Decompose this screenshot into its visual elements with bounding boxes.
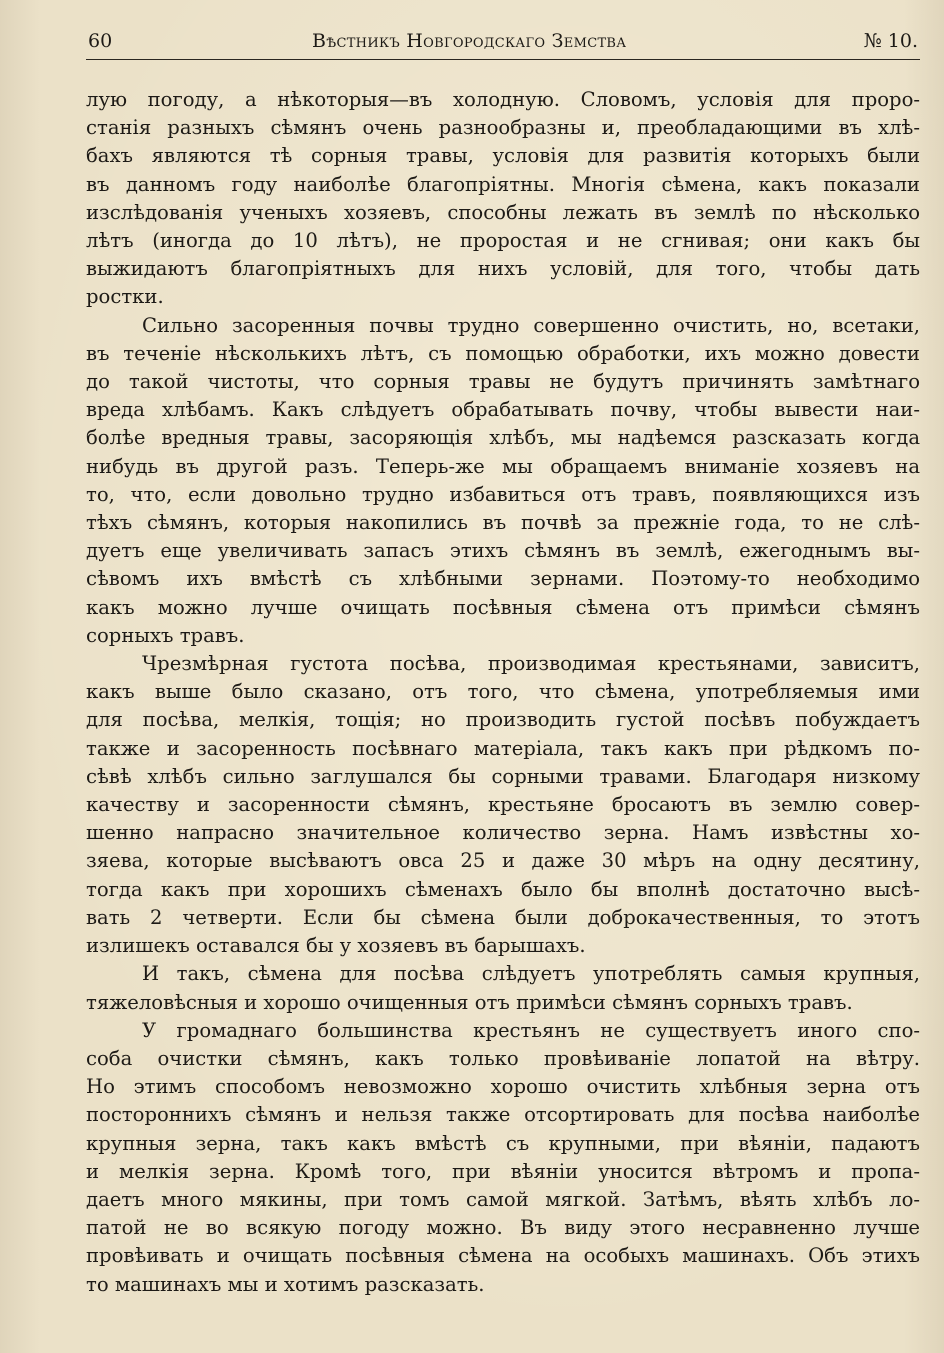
- text-line: даетъ много мякины, при томъ самой мягкой. Затѣмъ, вѣять хлѣбъ ло-: [86, 1187, 920, 1211]
- text-line: соба очистки сѣмянъ, какъ только провѣиваніе лопатой на вѣтру.: [86, 1046, 920, 1070]
- paragraph: [86, 650, 920, 960]
- text-line: и мелкія зерна. Кромѣ того, при вѣяніи уносится вѣтромъ и пропа-: [86, 1159, 920, 1183]
- paragraph: [86, 960, 920, 1016]
- journal-title: Вѣстникъ Новгородскаго Земства: [312, 30, 627, 52]
- text-line: вреда хлѣбамъ. Какъ слѣдуетъ обрабатывать почву, чтобы вывести наи-: [86, 398, 920, 422]
- running-header: [88, 26, 918, 56]
- text-line: зяева, которые высѣваютъ овса 25 и даже 30 мѣръ на одну десятину,: [86, 849, 920, 873]
- text-line: И такъ, сѣмена для посѣва слѣдуетъ употреблять самыя крупныя,: [142, 962, 920, 986]
- text-line: какъ можно лучше очищать посѣвныя сѣмена отъ примѣси сѣмянъ: [86, 595, 920, 619]
- text-line: шенно напрасно значительное количество зерна. Намъ извѣстны хо-: [86, 821, 920, 845]
- text-line: изслѣдованія ученыхъ хозяевъ, способны лежать въ землѣ по нѣсколько: [86, 200, 920, 224]
- text-line: для посѣва, мелкія, тощія; но производить густой посѣвъ побуждаетъ: [86, 708, 920, 732]
- text-line: выжидаютъ благопріятныхъ для нихъ условій, для того, чтобы дать: [86, 257, 920, 281]
- text-line: въ данномъ году наиболѣе благопріятны. Многія сѣмена, какъ показали: [86, 172, 920, 196]
- text-line: качеству и засоренности сѣмянъ, крестьяне бросаютъ въ землю совер-: [86, 793, 920, 817]
- header-rule: [86, 59, 920, 60]
- text-line: лую погоду, а нѣкоторыя—въ холодную. Словомъ, условія для проро-: [86, 88, 920, 111]
- text-line: тогда какъ при хорошихъ сѣменахъ было бы вполнѣ достаточно высѣ-: [86, 877, 920, 901]
- text-line: болѣе вредныя травы, засоряющія хлѣбъ, мы надѣемся разсказать когда: [86, 426, 920, 450]
- text-line: какъ выше было сказано, отъ того, что сѣмена, употребляемыя ими: [86, 680, 920, 704]
- text-line: до такой чистоты, что сорныя травы не будутъ причинять замѣтнаго: [86, 370, 920, 394]
- text-line: также и засоренность посѣвнаго матеріала, такъ какъ при рѣдкомъ по-: [86, 736, 920, 760]
- text-line: нибудь въ другой разъ. Теперь-же мы обращаемъ вниманіе хозяевъ на: [86, 454, 920, 478]
- text-line: постороннихъ сѣмянъ и нельзя также отсортировать для посѣва наиболѣе: [86, 1103, 920, 1127]
- text-line: сорныхъ травъ.: [86, 623, 245, 647]
- text-line: Сильно засоренныя почвы трудно совершенно очистить, но, всетаки,: [142, 313, 920, 337]
- text-line: излишекъ оставался бы у хозяевъ въ барышахъ.: [86, 934, 586, 958]
- text-line: то, что, если довольно трудно избавиться отъ травъ, появляющихся изъ: [86, 482, 920, 506]
- text-line: тѣхъ сѣмянъ, которыя накопились въ почвѣ за прежніе года, то не слѣ-: [86, 511, 920, 535]
- page-number: 60: [88, 30, 113, 52]
- paragraph: [86, 86, 920, 312]
- text-line: тяжеловѣсныя и хорошо очищенныя отъ примѣси сѣмянъ сорныхъ травъ.: [86, 990, 853, 1014]
- issue-number: № 10.: [863, 30, 918, 52]
- text-line: бахъ являются тѣ сорныя травы, условія для развитія которыхъ были: [86, 144, 920, 168]
- text-line: У громаднаго большинства крестьянъ не существуетъ иного спо-: [142, 1018, 920, 1042]
- text-line: въ теченіе нѣсколькихъ лѣтъ, съ помощью обработки, ихъ можно довести: [86, 341, 920, 365]
- text-line: сѣвомъ ихъ вмѣстѣ съ хлѣбными зернами. Поэтому-то необходимо: [86, 567, 920, 591]
- text-line: вать 2 четверти. Если бы сѣмена были доброкачественныя, то этотъ: [86, 905, 920, 929]
- text-line: лѣтъ (иногда до 10 лѣтъ), не проростая и не сгнивая; они какъ бы: [86, 229, 920, 253]
- text-line: провѣивать и очищать посѣвныя сѣмена на особыхъ машинахъ. Объ этихъ: [86, 1244, 920, 1268]
- text-line: то машинахъ мы и хотимъ разсказать.: [86, 1272, 485, 1296]
- text-line: дуетъ еще увеличивать запасъ этихъ сѣмянъ въ землѣ, ежегоднымъ вы-: [86, 539, 920, 563]
- text-line: станія разныхъ сѣмянъ очень разнообразны и, преобладающими въ хлѣ-: [86, 116, 920, 140]
- paragraph: [86, 312, 920, 650]
- text-line: ростки.: [86, 285, 164, 309]
- paragraph: [86, 1017, 920, 1299]
- text-line: Но этимъ способомъ невозможно хорошо очистить хлѣбныя зерна отъ: [86, 1075, 920, 1099]
- text-line: крупныя зерна, такъ какъ вмѣстѣ съ крупными, при вѣяніи, падаютъ: [86, 1131, 920, 1155]
- text-line: сѣвѣ хлѣбъ сильно заглушался бы сорными травами. Благодаря низкому: [86, 764, 920, 788]
- text-line: Чрезмѣрная густота посѣва, производимая крестьянами, зависитъ,: [142, 652, 920, 676]
- body-text: [86, 86, 920, 1299]
- text-line: патой не во всякую погоду можно. Въ виду этого несравненно лучше: [86, 1216, 920, 1240]
